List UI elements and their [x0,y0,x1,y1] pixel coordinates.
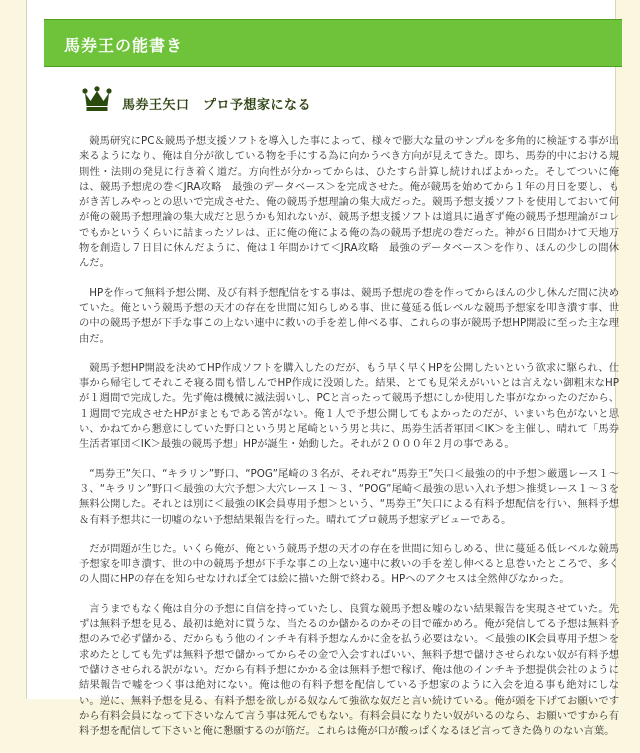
section-title: 馬券王の能書き [64,36,184,55]
content-page [26,0,619,738]
paragraph: 競馬予想HP開設を決めてHP作成ソフトを購入したのだが、もう早く早くHPを公開したいという欲求に駆られ、仕事から帰宅してそれこそ寝る間も惜しんでHP作成に没頭した。結果、とても見栄えがいいとは言えない御粗末なHPが１週間で完成した。先ず俺は機械に滅法弱いし、PCと言ったって競馬予想にしか使用した事がなかったのだから、１週間で完成させたHPがまともである筈がない。俺１人で予想公開してもよかったのだが、いまいち色がないと思い、かねてから懇意にしていた野口という男と尾崎という男と共に、馬券生活者軍団＜IK＞を主催し、晴れて「馬券生活者軍団＜IK＞最強の競馬予想」HPが誕生・始動した。それが２０００年２月の事である。 [79,361,619,451]
paragraph: HPを作って無料予想公開、及び有料予想配信をする事は、競馬予想虎の巻を作ってからほんの少し休んだ間に決めていた。俺という競馬予想の天才の存在を世間に知らしめる事、世に蔓延る低レベルな競馬予想家を叩き潰す事、世の中の競馬予想が下手な事この上ない連中に救いの手を差し伸べる事、これらの事が競馬予想HP開設に至った主な理由だ。 [79,286,619,345]
article-subheading [82,86,602,120]
crown-icon [82,86,112,112]
article-body [79,134,619,753]
article-title: 馬券王矢口 プロ予想家になる [122,98,312,113]
paragraph: “馬券王”矢口、“キラリン”野口、“POG”尾崎の３名が、それぞれ“馬券王”矢口＜最強の的中予想＞厳選レース１〜３、“キラリン”野口＜最強の大穴予想＞大穴レース１〜３、“POG”尾崎＜最強の思い入れ予想＞推奨レース１〜３を無料公開した。それとは別に＜最強のIK会員専用予想＞という、“馬券王”矢口による有料予想配信を行い、無料予想＆有料予想共に一切嘘のない予想結果報告を行った。晴れてプロ競馬予想家デビューである。 [79,467,619,526]
paragraph: 競馬研究にPC＆競馬予想支援ソフトを導入した事によって、様々で膨大な量のサンプルを多角的に検証する事が出来るようになり、俺は自分が欲している物を手にする為に向かうべき方向が見えてきた。即ち、馬券的中における規則性・法則の発見に行き着く道だ。方向性が分かってからは、ひたすら計算し続ければよかった。そしてついに俺は、競馬予想虎の巻＜JRA攻略 最強のデータベース＞を完成させた。俺が競馬を始めてから１年の月日を要し、もがき苦しみやっとの思いで完成させた、俺の競馬予想理論の集大成だった。競馬予想支援ソフトを使用しておいて何が俺の競馬予想理論の集大成だと思うかも知れないが、競馬予想支援ソフトは道具に過ぎず俺の競馬予想理論がコレでもかというくらいに詰まったソレは、正に俺の俺による俺の為の競馬予想虎の巻だった。神が６日間かけて天地万物を創造し７日目に休んだように、俺は１年間かけて＜JRA攻略 最強のデータベース＞を作り、ほんの少しの間休んだ。 [79,135,619,270]
paragraph: だが問題が生じた。いくら俺が、俺という競馬予想の天才の存在を世間に知らしめる、世に蔓延る低レベルな競馬予想家を叩き潰す、世の中の競馬予想が下手な事この上ない連中に救いの手を差し伸べると息巻いたところで、多くの人間にHPの存在を知らせなければ全ては絵に描いた餅で終わる。HPへのアクセスは全然伸びなかった。 [79,542,619,586]
paragraph: 言うまでもなく俺は自分の予想に自信を持っていたし、良質な競馬予想＆嘘のない結果報告を実現させていた。先ずは無料予想を見る、最初は絶対に買うな、当たるのか儲かるのかその目で確かめろ。俺が発信してる予想は無料予想のみで必ず儲かる、だからもう他のインチキ有料予想なんかに金を払う必要はない。＜最強のIK会員専用予想＞を求めたとしても先ずは無料予想で儲かってからその金で入会すればいい、無料予想で儲けさせられない奴が有料予想で儲けさせられる訳がない。だから有料予想にかかる金は無料予想で稼げ、俺は他のインチキ予想提供会社のように結果報告で嘘をつく事は絶対にない。俺は他の有料予想を配信している予想家のように入会を迫る事も絶対にしない。逆に、無料予想を見る、有料予想を欲しがる奴なんて強欲な奴だと言い続けている。俺が頭を下げてお願いですから有料会員になって下さいなんて言う事は死んでもない。有料会員になりたい奴がいるのなら、お願いですから有料予想を配信して下さいと俺に懇願するのが筋だ。これらは俺が口が酸っぱくなるほど言ってきた偽りのない言葉。 [79,602,619,738]
section-header-band [44,19,622,67]
